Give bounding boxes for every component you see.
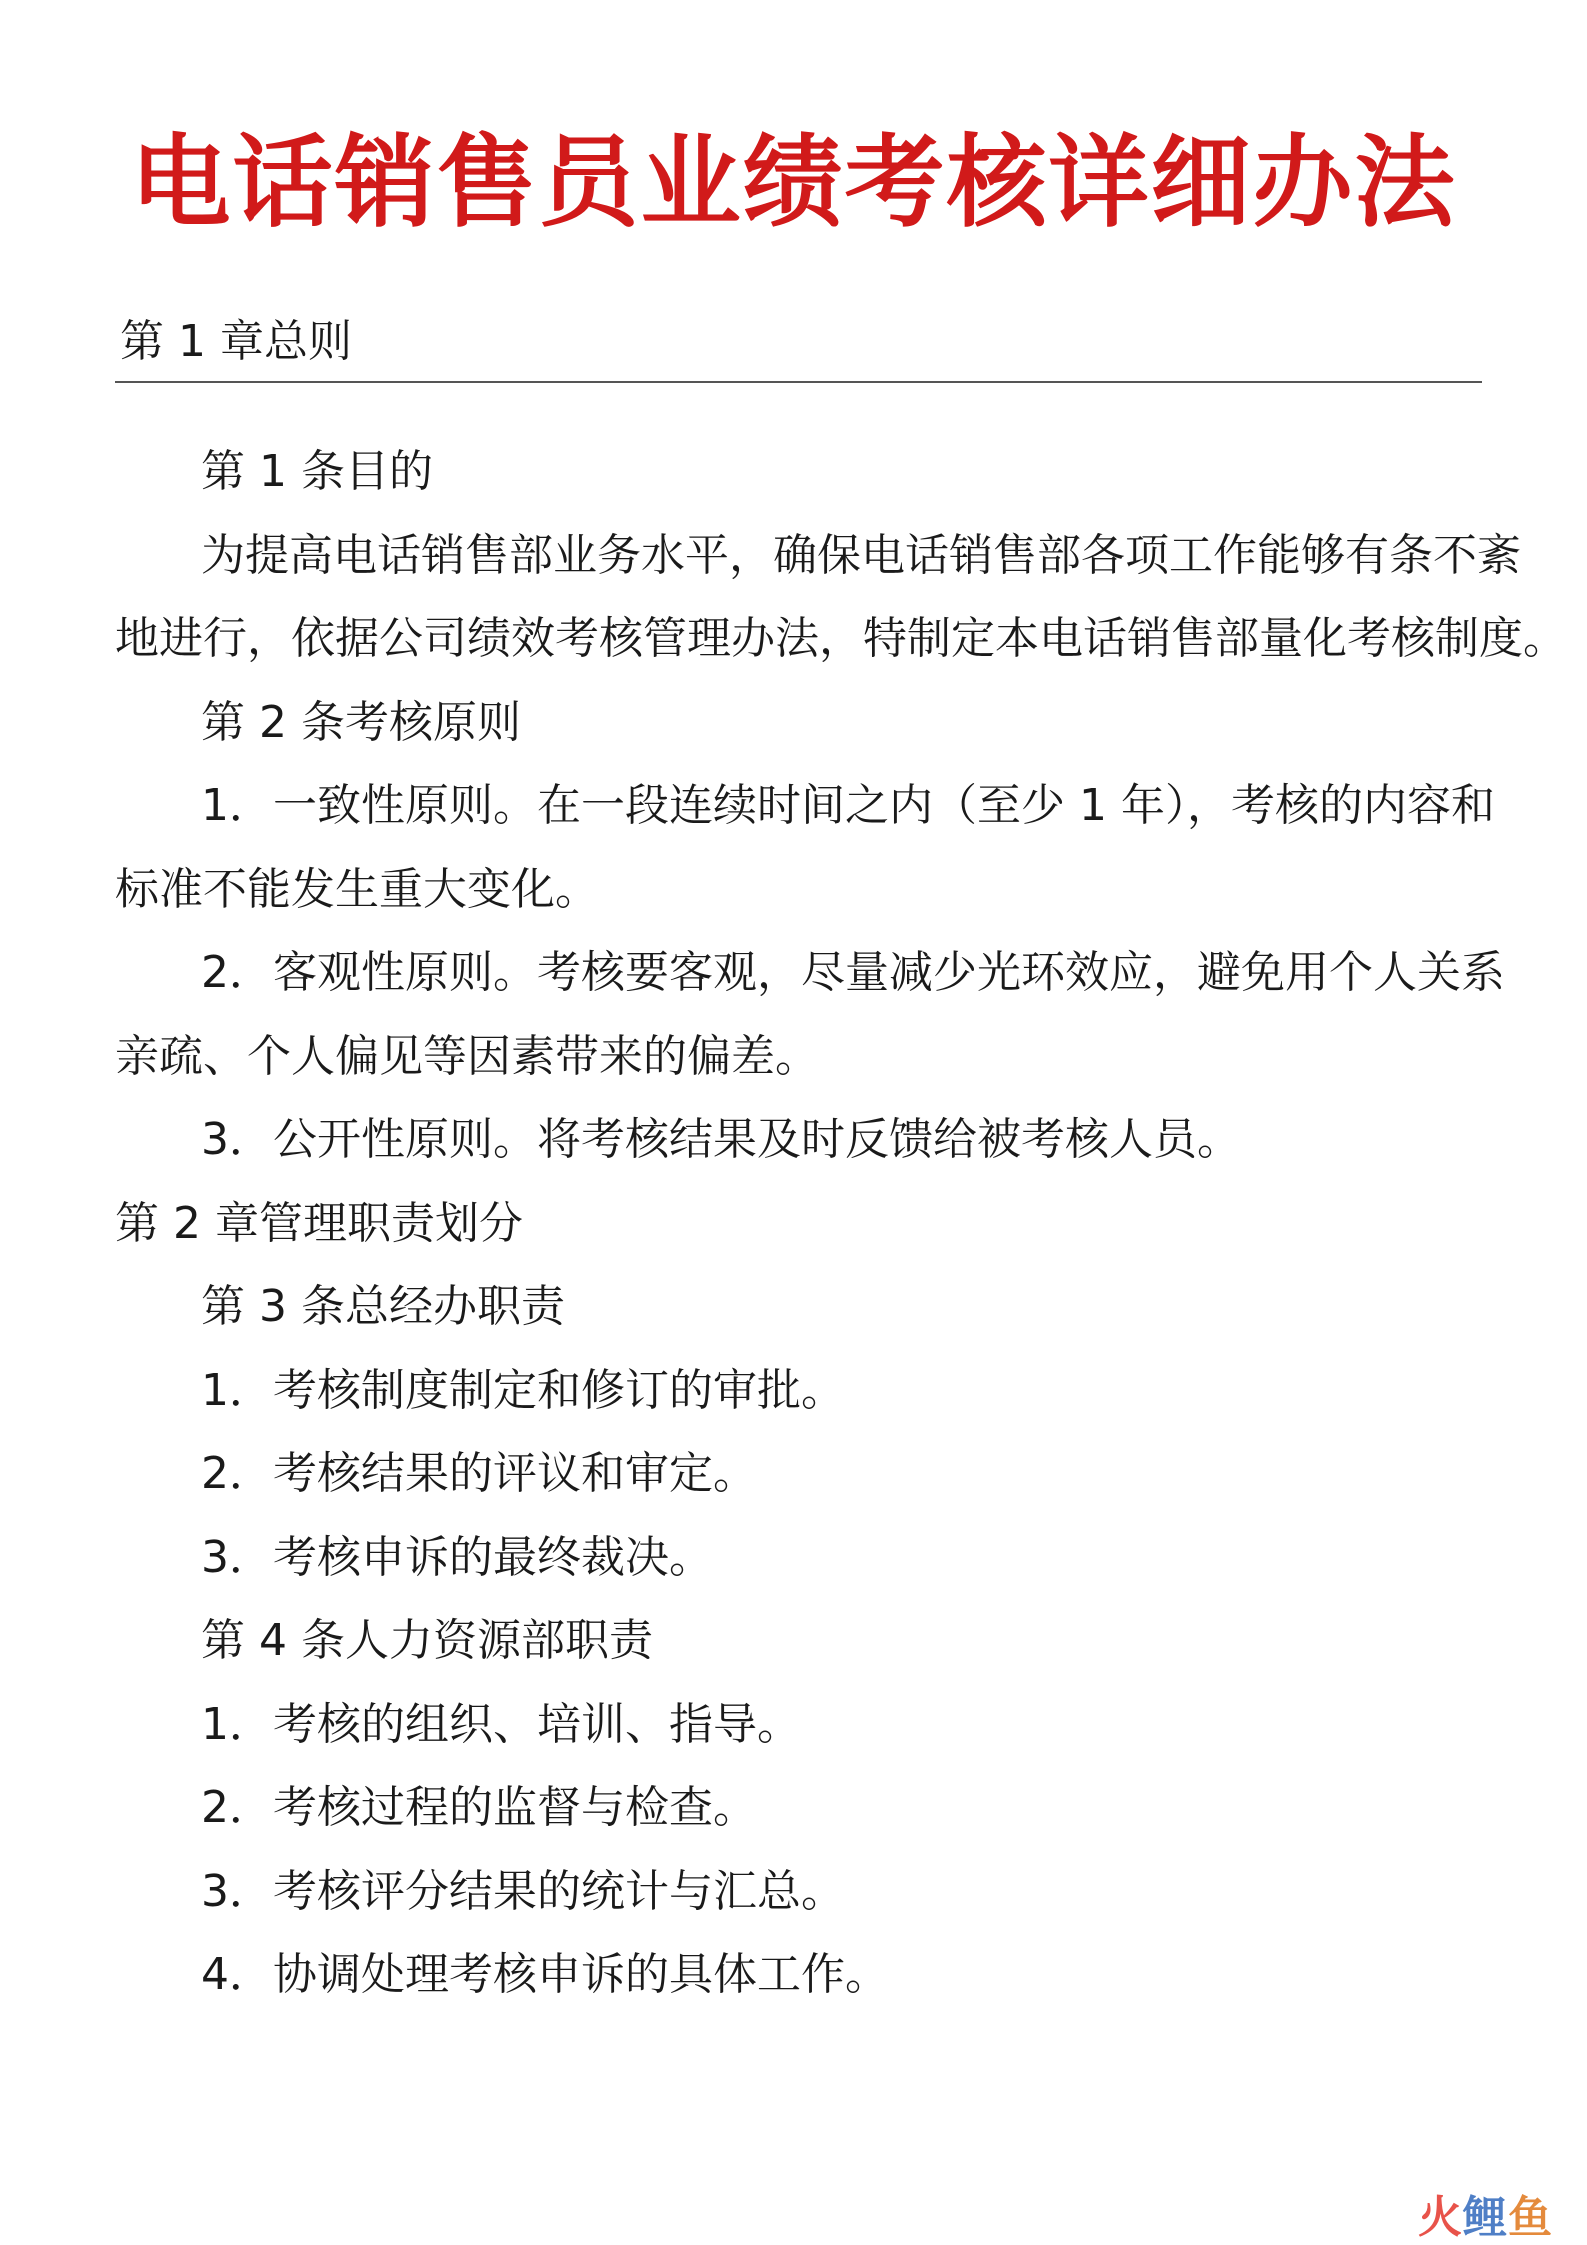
- body-line: 第 4 条人力资源部职责: [201, 1615, 653, 1666]
- body-line: 1．考核的组织、培训、指导。: [201, 1698, 801, 1750]
- watermark-logo: [1418, 2193, 1553, 2243]
- body-line: 第 3 条总经办职责: [201, 1281, 565, 1332]
- body-line: 3．考核评分结果的统计与汇总。: [201, 1865, 845, 1917]
- body-line: 第 1 条目的: [201, 446, 433, 497]
- body-line: 亲疏、个人偏见等因素带来的偏差。: [115, 1030, 819, 1082]
- body-line: 第 2 章管理职责划分: [115, 1197, 523, 1249]
- body-line: 1．一致性原则。在一段连续时间之内（至少 1 年），考核的内容和: [201, 780, 1495, 831]
- watermark-char-2: 鲤: [1463, 2192, 1508, 2243]
- watermark-char-1: 火: [1418, 2192, 1463, 2243]
- body-line: 标准不能发生重大变化。: [115, 863, 599, 915]
- body-line: 2．客观性原则。考核要客观，尽量减少光环效应，避免用个人关系: [201, 947, 1505, 998]
- body-line: 地进行，依据公司绩效考核管理办法，特制定本电话销售部量化考核制度。: [115, 613, 1567, 664]
- body-line: 为提高电话销售部业务水平，确保电话销售部各项工作能够有条不紊: [201, 529, 1521, 581]
- chapter-1-heading: 第 1 章总则: [120, 316, 352, 367]
- body-line: 3．公开性原则。将考核结果及时反馈给被考核人员。: [201, 1114, 1241, 1165]
- body-line: 2．考核过程的监督与检查。: [201, 1782, 757, 1833]
- heading-divider: [115, 381, 1482, 383]
- body-line: 3．考核申诉的最终裁决。: [201, 1531, 713, 1583]
- body-line: 2．考核结果的评议和审定。: [201, 1448, 757, 1499]
- watermark-char-3: 鱼: [1508, 2192, 1553, 2243]
- body-line: 第 2 条考核原则: [201, 696, 521, 748]
- document-body: [115, 430, 1567, 2017]
- body-line: 4．协调处理考核申诉的具体工作。: [201, 1949, 889, 2000]
- body-line: 1．考核制度制定和修订的审批。: [201, 1364, 845, 1416]
- document-title: 电话销售员业绩考核详细办法: [130, 124, 1457, 241]
